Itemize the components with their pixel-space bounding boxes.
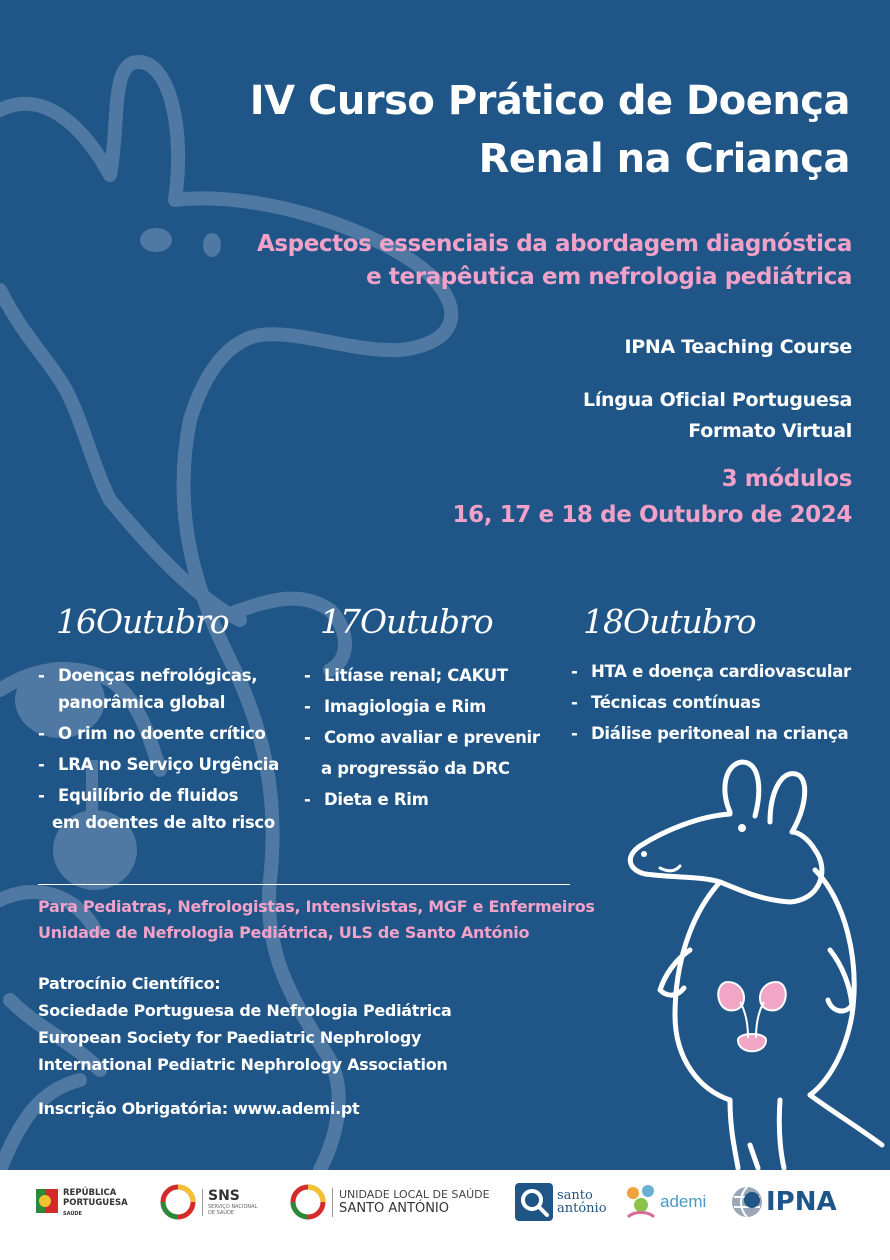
topic-line: Equilíbrio de fluidos bbox=[58, 786, 239, 805]
course-subtitle bbox=[132, 228, 852, 294]
topic-line: HTA e doença cardiovascular bbox=[591, 662, 851, 681]
bullet-dash: - bbox=[304, 697, 311, 716]
bullet-dash: - bbox=[571, 693, 578, 712]
santo-antonio-logo bbox=[515, 1182, 607, 1222]
sponsor-org: European Society for Paediatric Nephrology bbox=[38, 1028, 422, 1047]
day3-title: 18Outubro bbox=[583, 602, 756, 641]
logo-text: SERVIÇO NACIONAL bbox=[208, 1203, 258, 1210]
bullet-dash: - bbox=[304, 666, 311, 685]
section-divider bbox=[38, 884, 570, 885]
topic-line: em doentes de alto risco bbox=[52, 813, 275, 832]
list-item bbox=[38, 780, 298, 838]
bullet-dash: - bbox=[38, 724, 45, 743]
logo-text: IPNA bbox=[766, 1187, 837, 1217]
logo-text: REPÚBLICA bbox=[63, 1187, 117, 1198]
footer-logos bbox=[0, 1170, 890, 1260]
list-item bbox=[304, 660, 559, 691]
logo-text: ademi bbox=[660, 1192, 707, 1211]
list-item bbox=[304, 784, 559, 815]
topic-line: Diálise peritoneal na criança bbox=[591, 724, 849, 743]
course-title-line1: IV Curso Prático de Doença bbox=[249, 78, 850, 124]
course-subtitle-line1: Aspectos essenciais da abordagem diagnóstica bbox=[256, 231, 852, 257]
topic-line: O rim no doente crítico bbox=[58, 724, 266, 743]
santo-antonio-emblem-icon bbox=[515, 1183, 553, 1221]
topic-line: Dieta e Rim bbox=[324, 790, 429, 809]
day1-title: 16Outubro bbox=[56, 602, 229, 641]
list-item bbox=[38, 718, 298, 749]
logo-text: antónio bbox=[557, 1201, 607, 1216]
bullet-dash: - bbox=[38, 786, 45, 805]
sponsorship-heading: Patrocínio Científico: bbox=[38, 974, 221, 993]
bullet-dash: - bbox=[304, 728, 311, 747]
bullet-dash: - bbox=[571, 724, 578, 743]
course-title bbox=[150, 72, 850, 188]
topic-line: Doenças nefrológicas, bbox=[58, 666, 258, 685]
ademi-logo bbox=[624, 1182, 706, 1222]
sponsorship-block bbox=[38, 970, 452, 1078]
logo-text: DE SAÚDE bbox=[208, 1209, 234, 1216]
ipna-globe-icon bbox=[730, 1185, 764, 1219]
logo-text: UNIDADE LOCAL DE SAÚDE bbox=[339, 1187, 490, 1201]
list-item bbox=[304, 691, 559, 722]
logo-text: SANTO ANTÓNIO bbox=[339, 1200, 449, 1216]
sponsor-org: International Pediatric Nephrology Association bbox=[38, 1055, 448, 1074]
topic-line: Como avaliar e prevenir bbox=[324, 728, 540, 747]
topic-line: Imagiologia e Rim bbox=[324, 697, 486, 716]
list-item bbox=[304, 722, 559, 784]
list-item bbox=[571, 656, 871, 687]
sns-emblem-icon bbox=[160, 1184, 196, 1220]
day2-title: 17Outubro bbox=[320, 602, 493, 641]
day2-topics bbox=[304, 660, 559, 815]
day1-topics bbox=[38, 660, 298, 838]
course-type: IPNA Teaching Course bbox=[624, 336, 852, 358]
logo-text: SAÚDE bbox=[63, 1210, 82, 1217]
ademi-emblem-icon bbox=[624, 1183, 658, 1221]
day3-topics bbox=[571, 656, 871, 749]
uls-santo-antonio-logo bbox=[290, 1182, 490, 1222]
bullet-dash: - bbox=[304, 790, 311, 809]
coat-of-arms-icon bbox=[36, 1187, 58, 1217]
ipna-logo bbox=[730, 1182, 837, 1222]
audience-line1: Para Pediatras, Nefrologistas, Intensivistas, MGF e Enfermeiros bbox=[38, 897, 595, 916]
bullet-dash: - bbox=[38, 666, 45, 685]
republica-portuguesa-logo bbox=[36, 1182, 128, 1222]
course-format: Formato Virtual bbox=[688, 420, 852, 442]
registration-info: Inscrição Obrigatória: www.ademi.pt bbox=[38, 1099, 360, 1118]
sponsor-org: Sociedade Portuguesa de Nefrologia Pediátrica bbox=[38, 1001, 452, 1020]
course-language: Língua Oficial Portuguesa bbox=[583, 389, 852, 411]
sns-logo bbox=[160, 1182, 257, 1222]
audience-line2: Unidade de Nefrologia Pediátrica, ULS de Santo António bbox=[38, 923, 530, 942]
list-item bbox=[38, 749, 298, 780]
topic-line: Técnicas contínuas bbox=[591, 693, 761, 712]
course-subtitle-line2: e terapêutica em nefrologia pediátrica bbox=[366, 264, 852, 290]
audience-block bbox=[38, 894, 595, 946]
topic-line: panorâmica global bbox=[58, 693, 226, 712]
topic-line: a progressão da DRC bbox=[321, 759, 510, 778]
kangaroo-kidney-illustration bbox=[620, 750, 890, 1170]
list-item bbox=[571, 718, 871, 749]
list-item bbox=[571, 687, 871, 718]
bullet-dash: - bbox=[38, 755, 45, 774]
topic-line: LRA no Serviço Urgência bbox=[58, 755, 279, 774]
logo-text: PORTUGUESA bbox=[63, 1197, 128, 1208]
course-title-line2: Renal na Criança bbox=[478, 136, 850, 182]
list-item bbox=[38, 660, 298, 718]
logo-text: SNS bbox=[208, 1187, 240, 1204]
uls-emblem-icon bbox=[290, 1184, 326, 1220]
bullet-dash: - bbox=[571, 662, 578, 681]
modules-count: 3 módulos bbox=[721, 466, 852, 492]
topic-line: Litíase renal; CAKUT bbox=[324, 666, 508, 685]
logo-text: santo bbox=[557, 1188, 593, 1203]
course-dates: 16, 17 e 18 de Outubro de 2024 bbox=[452, 502, 852, 528]
